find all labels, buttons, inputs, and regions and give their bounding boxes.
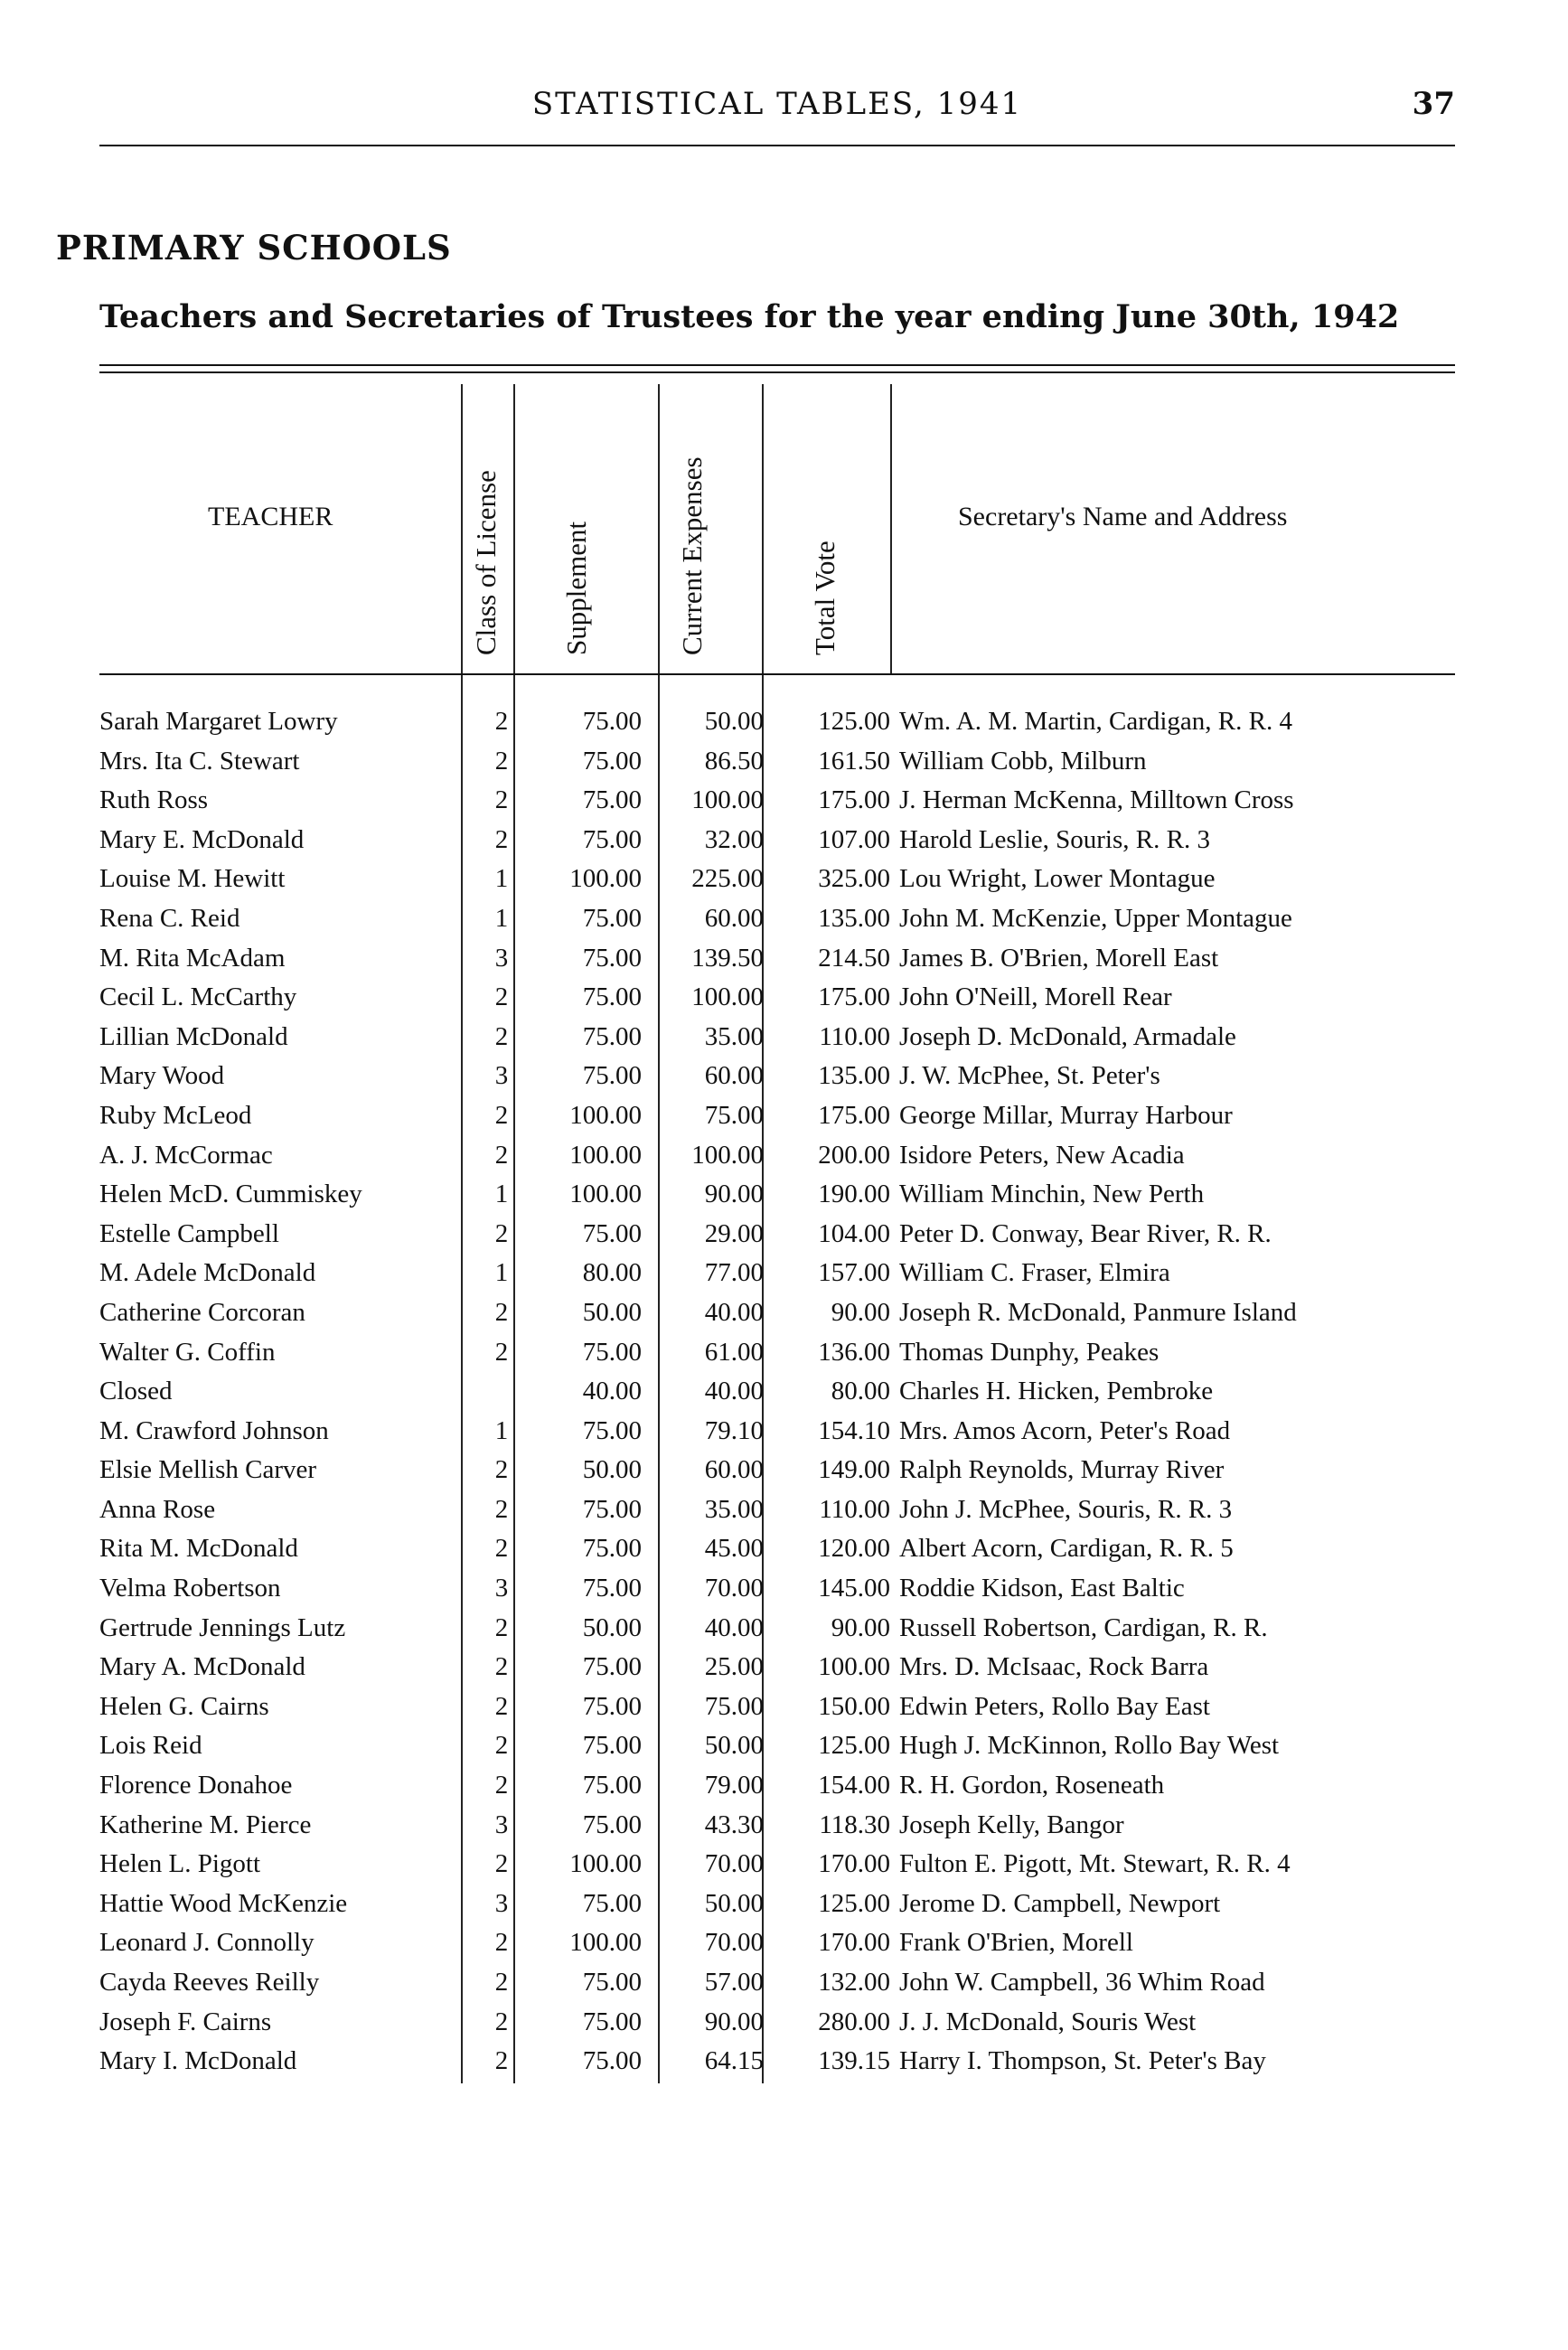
current-expenses-value: 40.00 xyxy=(704,1612,764,1642)
total-vote-value: 139.15 xyxy=(818,2046,890,2076)
total-vote-value: 104.00 xyxy=(818,1218,890,1248)
supplement-value: 50.00 xyxy=(582,1297,642,1327)
table-row xyxy=(99,860,1455,899)
total-vote-value: 125.00 xyxy=(818,707,890,736)
table-row xyxy=(99,1215,1455,1255)
class-of-license: 2 xyxy=(494,1652,509,1682)
secretary-name-address: James B. O'Brien, Morell East xyxy=(899,943,1219,973)
class-of-license: 2 xyxy=(494,1140,509,1170)
supplement-value: 75.00 xyxy=(582,1337,642,1367)
teacher-name: Helen McD. Cummiskey xyxy=(99,1180,362,1209)
table-row xyxy=(99,742,1455,782)
class-of-license: 3 xyxy=(494,1574,509,1603)
current-expenses-value: 90.00 xyxy=(704,2007,764,2036)
current-expenses-value: 70.00 xyxy=(704,1574,764,1603)
teacher-name: Mary I. McDonald xyxy=(99,2046,297,2076)
total-vote-column-header: Total Vote xyxy=(809,540,840,655)
teacher-name: Ruth Ross xyxy=(99,785,209,815)
current-expenses-value: 32.00 xyxy=(704,824,764,854)
current-expenses-value: 139.50 xyxy=(691,943,764,973)
total-vote-value: 110.00 xyxy=(819,1494,890,1524)
table-row xyxy=(99,978,1455,1018)
table-row xyxy=(99,1569,1455,1609)
secretary-name-address: Lou Wright, Lower Montague xyxy=(899,864,1216,894)
table-row xyxy=(99,1885,1455,1924)
current-expenses-value: 60.00 xyxy=(704,1061,764,1091)
table-row xyxy=(99,1766,1455,1806)
class-of-license: 2 xyxy=(494,2046,509,2076)
table-row xyxy=(99,2042,1455,2082)
class-of-license: 2 xyxy=(494,1731,509,1761)
current-expenses-value: 100.00 xyxy=(691,1140,764,1170)
total-vote-value: 120.00 xyxy=(818,1534,890,1564)
table-row xyxy=(99,939,1455,979)
supplement-value: 50.00 xyxy=(582,1612,642,1642)
class-of-license: 1 xyxy=(494,864,509,894)
current-expenses-value: 70.00 xyxy=(704,1928,764,1958)
header-bottom-rule xyxy=(99,673,1455,675)
class-of-license: 1 xyxy=(494,1258,509,1288)
total-vote-value: 135.00 xyxy=(818,1061,890,1091)
class-of-license: 2 xyxy=(494,1218,509,1248)
current-expenses-value: 50.00 xyxy=(704,1888,764,1918)
total-vote-value: 157.00 xyxy=(818,1258,890,1288)
secretary-name-address: R. H. Gordon, Roseneath xyxy=(899,1771,1165,1800)
class-column-header: Class of License xyxy=(470,470,502,655)
secretary-name-address: J. W. McPhee, St. Peter's xyxy=(899,1061,1160,1091)
page-number: 37 xyxy=(1412,86,1455,122)
secretary-name-address: Fulton E. Pigott, Mt. Stewart, R. R. 4 xyxy=(899,1849,1291,1879)
current-expenses-value: 77.00 xyxy=(704,1258,764,1288)
class-of-license: 2 xyxy=(494,707,509,736)
secretary-name-address: John O'Neill, Morell Rear xyxy=(899,982,1172,1012)
current-expenses-value: 35.00 xyxy=(704,1021,764,1051)
supplement-value: 75.00 xyxy=(582,2046,642,2076)
class-of-license: 2 xyxy=(494,1771,509,1800)
teacher-name: Catherine Corcoran xyxy=(99,1297,305,1327)
teacher-name: Louise M. Hewitt xyxy=(99,864,286,894)
table-row xyxy=(99,1726,1455,1766)
table-row xyxy=(99,1136,1455,1176)
current-expenses-value: 225.00 xyxy=(691,864,764,894)
secretary-name-address: John M. McKenzie, Upper Montague xyxy=(899,903,1292,933)
secretary-name-address: Albert Acorn, Cardigan, R. R. 5 xyxy=(899,1534,1234,1564)
total-vote-value: 90.00 xyxy=(831,1612,890,1642)
teacher-name: Joseph F. Cairns xyxy=(99,2007,272,2036)
table-top-rule-2 xyxy=(99,371,1455,373)
secretary-name-address: Russell Robertson, Cardigan, R. R. xyxy=(899,1612,1268,1642)
class-of-license: 2 xyxy=(494,1337,509,1367)
supplement-value: 75.00 xyxy=(582,1061,642,1091)
class-of-license: 1 xyxy=(494,1415,509,1445)
class-of-license: 3 xyxy=(494,1810,509,1839)
supplement-value: 100.00 xyxy=(569,1180,642,1209)
supplement-value: 75.00 xyxy=(582,903,642,933)
col-divider-5 xyxy=(890,384,892,673)
table-row xyxy=(99,1293,1455,1333)
teacher-name: Rena C. Reid xyxy=(99,903,240,933)
teacher-name: Cecil L. McCarthy xyxy=(99,982,297,1012)
supplement-value: 75.00 xyxy=(582,1771,642,1800)
class-of-license: 2 xyxy=(494,982,509,1012)
total-vote-value: 149.00 xyxy=(818,1455,890,1485)
supplement-value: 75.00 xyxy=(582,1691,642,1721)
current-expenses-value: 50.00 xyxy=(704,707,764,736)
total-vote-value: 190.00 xyxy=(818,1180,890,1209)
current-expenses-value: 45.00 xyxy=(704,1534,764,1564)
teacher-table xyxy=(99,702,1455,2082)
total-vote-value: 110.00 xyxy=(819,1021,890,1051)
table-row xyxy=(99,1648,1455,1687)
teacher-name: Leonard J. Connolly xyxy=(99,1928,315,1958)
secretary-name-address: Frank O'Brien, Morell xyxy=(899,1928,1133,1958)
class-of-license: 2 xyxy=(494,1612,509,1642)
supplement-value: 100.00 xyxy=(569,1140,642,1170)
total-vote-value: 132.00 xyxy=(818,1968,890,1997)
teacher-name: Cayda Reeves Reilly xyxy=(99,1968,320,1997)
secretary-name-address: Joseph Kelly, Bangor xyxy=(899,1810,1124,1839)
teacher-name: Helen L. Pigott xyxy=(99,1849,261,1879)
total-vote-value: 170.00 xyxy=(818,1928,890,1958)
supplement-value: 100.00 xyxy=(569,1100,642,1130)
teacher-name: Estelle Campbell xyxy=(99,1218,279,1248)
class-of-license: 2 xyxy=(494,1021,509,1051)
teacher-name: Closed xyxy=(99,1377,173,1406)
current-expenses-value: 43.30 xyxy=(704,1810,764,1839)
class-of-license: 3 xyxy=(494,1888,509,1918)
running-head xyxy=(99,86,1455,131)
teacher-name: Lillian McDonald xyxy=(99,1021,288,1051)
current-expenses-value: 64.15 xyxy=(704,2046,764,2076)
total-vote-value: 161.50 xyxy=(818,746,890,776)
teacher-name: Walter G. Coffin xyxy=(99,1337,276,1367)
total-vote-value: 154.00 xyxy=(818,1771,890,1800)
teacher-name: Hattie Wood McKenzie xyxy=(99,1888,348,1918)
table-row xyxy=(99,1175,1455,1215)
secretary-name-address: Jerome D. Campbell, Newport xyxy=(899,1888,1221,1918)
teacher-name: Gertrude Jennings Lutz xyxy=(99,1612,346,1642)
secretary-name-address: John J. McPhee, Souris, R. R. 3 xyxy=(899,1494,1233,1524)
supplement-value: 100.00 xyxy=(569,1928,642,1958)
supplement-value: 80.00 xyxy=(582,1258,642,1288)
class-of-license: 2 xyxy=(494,1849,509,1879)
section-title: PRIMARY SCHOOLS xyxy=(56,228,452,268)
secretary-name-address: Thomas Dunphy, Peakes xyxy=(899,1337,1160,1367)
secretary-name-address: Isidore Peters, New Acadia xyxy=(899,1140,1185,1170)
teacher-name: Ruby McLeod xyxy=(99,1100,252,1130)
supplement-value: 75.00 xyxy=(582,982,642,1012)
class-of-license: 1 xyxy=(494,1180,509,1209)
teacher-name: Mrs. Ita C. Stewart xyxy=(99,746,300,776)
total-vote-value: 175.00 xyxy=(818,785,890,815)
table-row xyxy=(99,1923,1455,1963)
total-vote-value: 280.00 xyxy=(818,2007,890,2036)
total-vote-value: 154.10 xyxy=(818,1415,890,1445)
secretary-name-address: Wm. A. M. Martin, Cardigan, R. R. 4 xyxy=(899,707,1292,736)
secretary-name-address: Harry I. Thompson, St. Peter's Bay xyxy=(899,2046,1266,2076)
current-expenses-value: 75.00 xyxy=(704,1691,764,1721)
supplement-value: 75.00 xyxy=(582,1968,642,1997)
teacher-name: A. J. McCormac xyxy=(99,1140,273,1170)
current-expenses-value: 29.00 xyxy=(704,1218,764,1248)
total-vote-value: 150.00 xyxy=(818,1691,890,1721)
total-vote-value: 200.00 xyxy=(818,1140,890,1170)
table-row xyxy=(99,1254,1455,1293)
class-of-license: 2 xyxy=(494,1691,509,1721)
secretary-name-address: Joseph R. McDonald, Panmure Island xyxy=(899,1297,1297,1327)
class-of-license: 2 xyxy=(494,824,509,854)
teacher-name: Lois Reid xyxy=(99,1731,202,1761)
secretary-name-address: Mrs. Amos Acorn, Peter's Road xyxy=(899,1415,1231,1445)
secretary-name-address: J. Herman McKenna, Milltown Cross xyxy=(899,785,1294,815)
class-of-license: 3 xyxy=(494,943,509,973)
total-vote-value: 214.50 xyxy=(818,943,890,973)
class-of-license: 2 xyxy=(494,1100,509,1130)
teacher-name: Rita M. McDonald xyxy=(99,1534,298,1564)
current-expenses-value: 60.00 xyxy=(704,1455,764,1485)
total-vote-value: 145.00 xyxy=(818,1574,890,1603)
current-expenses-value: 100.00 xyxy=(691,785,764,815)
class-of-license: 2 xyxy=(494,1928,509,1958)
table-row xyxy=(99,1018,1455,1058)
secretary-name-address: Charles H. Hicken, Pembroke xyxy=(899,1377,1214,1406)
table-row xyxy=(99,1057,1455,1096)
table-row xyxy=(99,1372,1455,1412)
current-expenses-value: 60.00 xyxy=(704,903,764,933)
table-top-rule xyxy=(99,364,1455,366)
current-expenses-value: 57.00 xyxy=(704,1968,764,1997)
secretary-name-address: William C. Fraser, Elmira xyxy=(899,1258,1170,1288)
current-expenses-value: 86.50 xyxy=(704,746,764,776)
secretary-name-address: Ralph Reynolds, Murray River xyxy=(899,1455,1225,1485)
current-expenses-value: 75.00 xyxy=(704,1100,764,1130)
current-expenses-value: 50.00 xyxy=(704,1731,764,1761)
total-vote-value: 125.00 xyxy=(818,1888,890,1918)
table-row xyxy=(99,1451,1455,1490)
current-expenses-value: 25.00 xyxy=(704,1652,764,1682)
table-subtitle: Teachers and Secretaries of Trustees for the year ending June 30th, 1942 xyxy=(99,298,1400,335)
secretary-name-address: John W. Campbell, 36 Whim Road xyxy=(899,1968,1265,1997)
current-expenses-value: 35.00 xyxy=(704,1494,764,1524)
teacher-name: Katherine M. Pierce xyxy=(99,1810,312,1839)
secretary-name-address: Roddie Kidson, East Baltic xyxy=(899,1574,1185,1603)
total-vote-value: 325.00 xyxy=(818,864,890,894)
class-of-license: 2 xyxy=(494,1297,509,1327)
teacher-name: Sarah Margaret Lowry xyxy=(99,707,338,736)
table-row xyxy=(99,1845,1455,1885)
current-expenses-value: 40.00 xyxy=(704,1377,764,1406)
table-row xyxy=(99,1609,1455,1649)
table-row xyxy=(99,1096,1455,1136)
running-head-title: STATISTICAL TABLES, 1941 xyxy=(531,86,1023,122)
class-of-license: 2 xyxy=(494,2007,509,2036)
teacher-name: Anna Rose xyxy=(99,1494,216,1524)
supplement-value: 75.00 xyxy=(582,2007,642,2036)
supplement-value: 75.00 xyxy=(582,1888,642,1918)
teacher-name: Mary A. McDonald xyxy=(99,1652,305,1682)
secretary-name-address: Joseph D. McDonald, Armadale xyxy=(899,1021,1236,1051)
secretary-column-header: Secretary's Name and Address xyxy=(958,502,1288,531)
teacher-name: Velma Robertson xyxy=(99,1574,281,1603)
total-vote-value: 107.00 xyxy=(818,824,890,854)
class-of-license: 1 xyxy=(494,903,509,933)
secretary-name-address: Harold Leslie, Souris, R. R. 3 xyxy=(899,824,1210,854)
total-vote-value: 125.00 xyxy=(818,1731,890,1761)
teacher-name: Mary E. McDonald xyxy=(99,824,305,854)
secretary-name-address: J. J. McDonald, Souris West xyxy=(899,2007,1197,2036)
class-of-license: 2 xyxy=(494,1494,509,1524)
secretary-name-address: Mrs. D. McIsaac, Rock Barra xyxy=(899,1652,1209,1682)
class-of-license: 2 xyxy=(494,1968,509,1997)
table-row xyxy=(99,899,1455,939)
class-of-license: 2 xyxy=(494,746,509,776)
total-vote-value: 170.00 xyxy=(818,1849,890,1879)
total-vote-value: 80.00 xyxy=(831,1377,890,1406)
class-of-license: 2 xyxy=(494,1455,509,1485)
teacher-name: M. Adele McDonald xyxy=(99,1258,316,1288)
table-row xyxy=(99,1490,1455,1530)
current-expenses-value: 40.00 xyxy=(704,1297,764,1327)
current-expenses-value: 100.00 xyxy=(691,982,764,1012)
current-expenses-value: 90.00 xyxy=(704,1180,764,1209)
supplement-value: 75.00 xyxy=(582,1218,642,1248)
total-vote-value: 100.00 xyxy=(818,1652,890,1682)
supplement-value: 40.00 xyxy=(582,1377,642,1406)
current-expenses-value: 79.00 xyxy=(704,1771,764,1800)
class-of-license: 2 xyxy=(494,785,509,815)
teacher-name: Elsie Mellish Carver xyxy=(99,1455,317,1485)
supplement-value: 75.00 xyxy=(582,746,642,776)
teacher-name: M. Crawford Johnson xyxy=(99,1415,329,1445)
table-row xyxy=(99,821,1455,860)
supplement-value: 75.00 xyxy=(582,1731,642,1761)
current-expenses-value: 79.10 xyxy=(704,1415,764,1445)
total-vote-value: 175.00 xyxy=(818,982,890,1012)
table-row xyxy=(99,1529,1455,1569)
teacher-name: Helen G. Cairns xyxy=(99,1691,269,1721)
table-row xyxy=(99,1412,1455,1452)
supplement-value: 75.00 xyxy=(582,1534,642,1564)
table-row xyxy=(99,781,1455,821)
supplement-value: 75.00 xyxy=(582,1494,642,1524)
total-vote-value: 90.00 xyxy=(831,1297,890,1327)
table-row xyxy=(99,702,1455,742)
supplement-value: 75.00 xyxy=(582,1652,642,1682)
secretary-name-address: Edwin Peters, Rollo Bay East xyxy=(899,1691,1210,1721)
supplement-column-header: Supplement xyxy=(560,521,592,655)
supplement-value: 100.00 xyxy=(569,1849,642,1879)
table-row xyxy=(99,1963,1455,2003)
supplement-value: 75.00 xyxy=(582,1415,642,1445)
secretary-name-address: William Minchin, New Perth xyxy=(899,1180,1205,1209)
supplement-value: 75.00 xyxy=(582,785,642,815)
supplement-value: 75.00 xyxy=(582,707,642,736)
total-vote-value: 136.00 xyxy=(818,1337,890,1367)
supplement-value: 100.00 xyxy=(569,864,642,894)
teacher-name: Florence Donahoe xyxy=(99,1771,293,1800)
class-of-license: 2 xyxy=(494,1534,509,1564)
current-expenses-value: 61.00 xyxy=(704,1337,764,1367)
teacher-column-header: TEACHER xyxy=(208,502,333,531)
total-vote-value: 118.30 xyxy=(819,1810,890,1839)
current-expenses-value: 70.00 xyxy=(704,1849,764,1879)
supplement-value: 50.00 xyxy=(582,1455,642,1485)
supplement-value: 75.00 xyxy=(582,1021,642,1051)
class-of-license: 3 xyxy=(494,1061,509,1091)
table-row xyxy=(99,1806,1455,1846)
secretary-name-address: Hugh J. McKinnon, Rollo Bay West xyxy=(899,1731,1280,1761)
table-row xyxy=(99,2003,1455,2043)
current-expenses-column-header: Current Expenses xyxy=(676,456,708,655)
secretary-name-address: Peter D. Conway, Bear River, R. R. xyxy=(899,1218,1272,1248)
supplement-value: 75.00 xyxy=(582,1574,642,1603)
table-row xyxy=(99,1333,1455,1373)
table-row xyxy=(99,1687,1455,1727)
teacher-name: Mary Wood xyxy=(99,1061,225,1091)
teacher-name: M. Rita McAdam xyxy=(99,943,286,973)
supplement-value: 75.00 xyxy=(582,1810,642,1839)
supplement-value: 75.00 xyxy=(582,943,642,973)
secretary-name-address: William Cobb, Milburn xyxy=(899,746,1147,776)
running-head-rule xyxy=(99,145,1455,146)
secretary-name-address: George Millar, Murray Harbour xyxy=(899,1100,1233,1130)
total-vote-value: 175.00 xyxy=(818,1100,890,1130)
supplement-value: 75.00 xyxy=(582,824,642,854)
total-vote-value: 135.00 xyxy=(818,903,890,933)
